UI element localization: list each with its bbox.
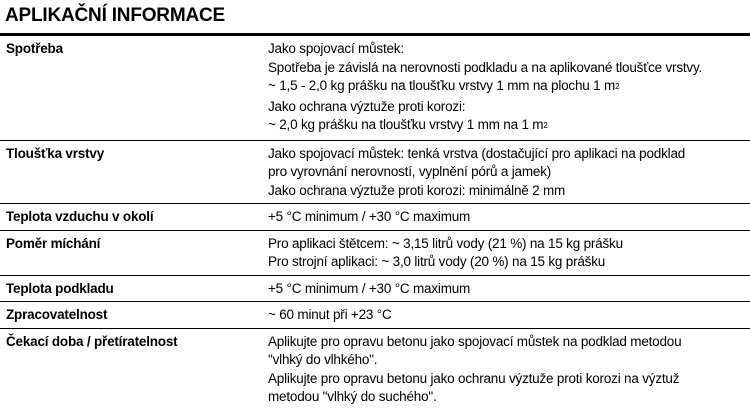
row-label: Poměr míchání <box>6 235 101 251</box>
row-label: Tloušťka vrstvy <box>6 145 105 161</box>
value-line <box>268 116 746 137</box>
table-row-pomer-michani <box>0 231 750 276</box>
page-title: APLIKAČNÍ INFORMACE <box>5 5 225 26</box>
value-line <box>268 77 746 98</box>
value-line: Aplikujte pro opravu betonu jako ochranu výztuže proti korozi na výztuž <box>268 370 680 386</box>
value-line: Pro strojní aplikaci: ~ 3,0 litrů vody (20 %) na 15 kg prášku <box>268 254 606 269</box>
row-value <box>260 302 750 328</box>
row-label: Zpracovatelnost <box>6 307 108 322</box>
row-label: Čekací doba / přetíratelnost <box>6 333 178 349</box>
superscript: 2 <box>543 121 548 130</box>
superscript: 2 <box>615 82 620 91</box>
value-line: ~ 60 minut při +23 °C <box>268 307 392 322</box>
value-line: Jako spojovací můstek: tenká vrstva (dostačující pro aplikaci na podklad <box>268 145 686 161</box>
value-line: Pro aplikaci štětcem: ~ 3,15 litrů vody (21 %) na 15 kg prášku <box>268 235 623 251</box>
value-line: +5 °C minimum / +30 °C maximum <box>268 209 471 224</box>
value-line: "vlhký do vlhkého". <box>268 352 378 367</box>
row-value <box>260 141 750 204</box>
row-value <box>260 276 750 302</box>
value-line: Jako ochrana výztuže proti korozi: <box>268 98 466 114</box>
application-info-table <box>0 36 750 410</box>
table-row-spotreba <box>0 36 750 141</box>
row-value <box>260 329 750 410</box>
table-row-teplota-vzduchu <box>0 204 750 231</box>
value-line: +5 °C minimum / +30 °C maximum <box>268 280 471 296</box>
table-row-zpracovatelnost <box>0 302 750 329</box>
row-label: Spotřeba <box>6 41 63 56</box>
value-line: pro vyrovnání nerovností, vyplnění pórů a jamek) <box>268 164 552 179</box>
row-label: Teplota podkladu <box>6 280 114 296</box>
value-line: Aplikujte pro opravu betonu jako spojovací můstek na podklad metodou <box>268 333 682 349</box>
value-text: ~ 1,5 - 2,0 kg prášku na tloušťku vrstvy 1 mm na plochu 1 m <box>268 78 616 93</box>
row-value <box>260 231 750 275</box>
table-row-cekaci-doba <box>0 329 750 410</box>
value-line: Jako ochrana výztuže proti korozi: minimálně 2 mm <box>268 182 566 198</box>
value-line: metodou "vlhký do suchého". <box>268 389 437 404</box>
table-row-tloustka-vrstvy <box>0 141 750 205</box>
value-text: ~ 2,0 kg prášku na tloušťku vrstvy 1 mm na 1 m <box>268 117 544 132</box>
table-row-teplota-podkladu <box>0 276 750 303</box>
row-value <box>260 204 750 230</box>
row-label: Teplota vzduchu v okolí <box>6 209 154 224</box>
value-line: Spotřeba je závislá na nerovnosti podkladu a na aplikované tloušťce vrstvy. <box>268 59 703 75</box>
row-value <box>260 36 750 140</box>
value-line: Jako spojovací můstek: <box>268 41 404 56</box>
